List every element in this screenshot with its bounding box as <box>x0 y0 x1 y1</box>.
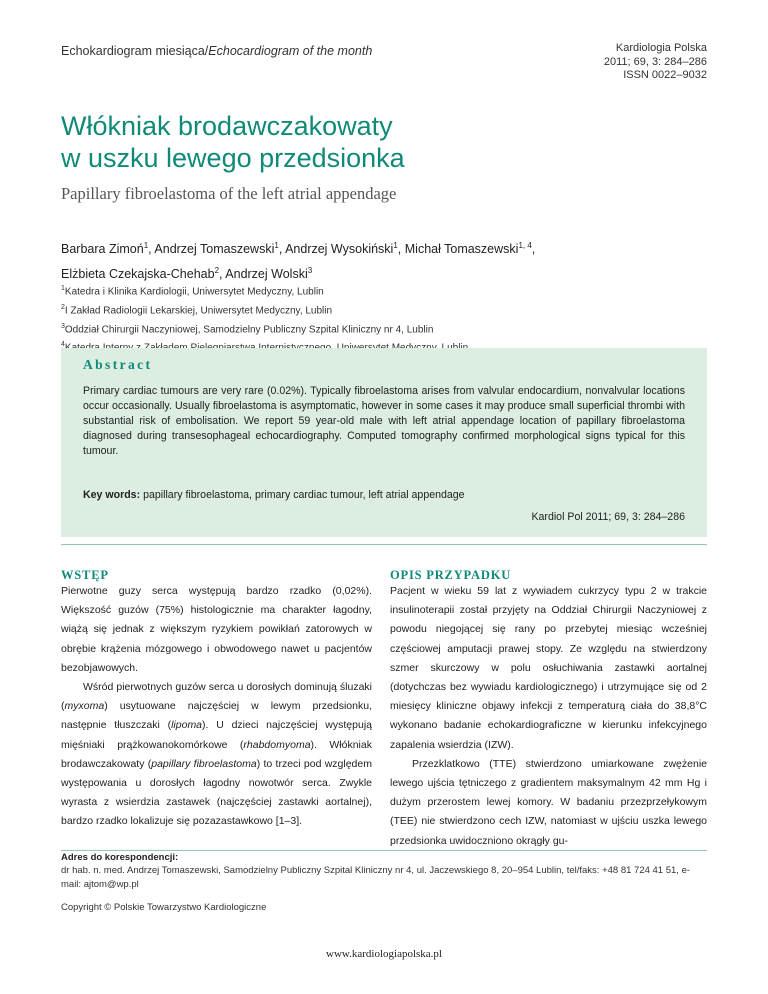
keywords-label: Key words: <box>83 489 141 501</box>
author-affiliation-ref: 1 <box>274 241 279 250</box>
title-line-1: Włókniak brodawczakowaty <box>61 111 393 141</box>
author: Andrzej Wolski <box>225 267 308 282</box>
paragraph <box>61 678 372 832</box>
journal-issn: ISSN 0022–9032 <box>623 69 707 81</box>
author-affiliation-ref: 1 <box>143 241 149 250</box>
article-title <box>61 110 405 174</box>
correspondence-label: Adres do korespondencji: <box>61 852 179 863</box>
text-run: ). Włókniak brodawczakowaty ( <box>61 738 372 770</box>
text-run: Wśród pierwotnych guzów serca u dorosłych dominują śluzaki ( <box>61 681 372 713</box>
journal-info <box>604 42 707 83</box>
author: Andrzej Tomaszewski <box>154 242 275 257</box>
author-separator: , <box>397 242 405 257</box>
divider <box>61 544 707 545</box>
author-separator: , <box>278 242 286 257</box>
affiliation-number: 3 <box>61 322 65 330</box>
left-column-text <box>61 582 372 832</box>
text-run: ) to trzeci pod względem występowania u dorosłych łagodny nowotwór serca. Zwykle wyrasta z wsierdzia zastawek (najczęściej zastawki aortalnej), bardzo rzadko lokalizuje się pozazastawkowo [1–3]. <box>61 757 372 828</box>
keywords-text: papillary fibroelastoma, primary cardiac tumour, left atrial appendage <box>143 489 465 501</box>
affiliation-text: Oddział Chirurgii Naczyniowej, Samodzielny Publiczny Szpital Kliniczny nr 4, Lublin <box>64 323 434 335</box>
text-run: ) usytuowane najczęściej w lewym przedsionku, następnie tłuszczaki ( <box>61 700 372 732</box>
affiliation-text: I Zakład Radiologii Lekarskiej, Uniwersytet Medyczny, Lublin <box>64 305 333 317</box>
author-affiliation-ref: 1, 4 <box>518 241 532 250</box>
affiliation-list <box>61 281 721 356</box>
author-affiliation-ref: 1 <box>393 241 398 250</box>
affiliation-item <box>61 319 721 338</box>
paragraph: Przezklatkowo (TTE) stwierdzono umiarkowane zwężenie lewego ujścia tętniczego z gradientem maksymalnym 42 mm Hg i dużym przerostem lewej komory. W badaniu przezprzełykowym (TEE) nie stwierdzono cech IZW, natomiast w ujściu uszka lewego przedsionka uwidoczniono okrągły gu- <box>390 757 707 847</box>
section-heading-case: OPIS PRZYPADKU <box>390 568 512 582</box>
affiliation-number: 2 <box>61 303 65 311</box>
rubric-polish: Echokardiogram miesiąca/ <box>61 44 209 58</box>
author-list <box>61 235 721 285</box>
author: Andrzej Wysokiński <box>285 242 394 257</box>
author: Barbara Zimoń <box>61 242 144 257</box>
journal-name: Kardiologia Polska <box>615 42 707 54</box>
author-separator: , <box>148 242 155 257</box>
author-separator: , <box>219 267 226 282</box>
affiliation-text: Katedra i Klinika Kardiologii, Uniwersytet Medyczny, Lublin <box>64 286 324 298</box>
abstract-text: Primary cardiac tumours are very rare (0.02%). Typically fibroelastoma arises from valvular endocardium, nonvalvular locations occur occasionally. Usually fibroelastoma is asymptomatic, however in some cases it may produce small superficial thrombi with substantial risk of embolisation. We report 59 year-old male with left atrial appendage location of papillary fibroelastoma diagnosed during transesophageal echocardiography. Computed tomography confirmed morphological signs typical for this tumour. <box>83 385 685 457</box>
abstract-box <box>61 348 707 537</box>
keywords <box>83 489 465 501</box>
website-link[interactable]: www.kardiologiapolska.pl <box>326 948 442 960</box>
citation: Kardiol Pol 2011; 69, 3: 284–286 <box>531 511 685 523</box>
title-line-2: w uszku lewego przedsionka <box>61 143 405 173</box>
author: Elżbieta Czekajska-Chehab <box>61 267 215 282</box>
journal-issue: 2011; 69, 3: 284–286 <box>603 55 707 68</box>
affiliation-number: 4 <box>61 341 65 349</box>
right-column-text <box>390 582 707 851</box>
section-heading-introduction: WSTĘP <box>61 568 109 582</box>
rubric-english: Echocardiogram of the month <box>208 44 373 58</box>
author: Michał Tomaszewski <box>404 242 519 257</box>
author-affiliation-ref: 2 <box>214 266 220 276</box>
affiliation-number: 1 <box>61 285 65 292</box>
correspondence-text: dr hab. n. med. Andrzej Tomaszewski, Samodzielny Publiczny Szpital Kliniczny nr 4, ul. Jaczewskiego 8, 20–954 Lublin, tel/faks: +48 81 724 41 51, e-mail: ajtom@wp.pl <box>61 865 691 890</box>
text-italic: lipoma <box>171 719 203 732</box>
section-rubric <box>61 44 372 58</box>
affiliation-item <box>61 300 721 319</box>
text-italic: rhabdomyoma <box>243 738 311 751</box>
abstract-heading: Abstract <box>83 357 153 372</box>
author-separator: , <box>531 242 536 257</box>
paragraph: Pacjent w wieku 59 lat z wywiadem cukrzycy typu 2 w trakcie insulinoterapii został przyjęty na Oddział Chirurgii Naczyniowej z powodu niegojącej się rany po przebytej miesiąc wcześniej częściowej amputacji prawej stopy. Ze względu na stwierdzony szmer skurczowy w polu osłuchiwania zastawki aortalnej (dotychczas bez wywiadu kardiologicznego) i utrzymujące się od 2 miesięcy kliniczne objawy infekcji z temperaturą ciała do 38,8°C wykonano badanie echokardiograficzne w kierunku infekcyjnego zapalenia wsierdzia (IZW). <box>390 585 707 751</box>
text-run: ). U dzieci najczęściej występują mięśniaki prążkowanokomórkowe ( <box>61 719 372 751</box>
affiliation-item <box>61 281 721 300</box>
text-italic: papillary fibroelastoma <box>151 757 257 770</box>
copyright: Copyright © Polskie Towarzystwo Kardiologiczne <box>61 902 267 913</box>
author-affiliation-ref: 3 <box>307 266 313 276</box>
text-italic: myxoma <box>64 700 105 713</box>
article-subtitle: Papillary fibroelastoma of the left atrial appendage <box>61 184 397 203</box>
paragraph: Pierwotne guzy serca występują bardzo rzadko (0,02%). Większość guzów (75%) histologicznie ma charakter łagodny, wiążą się jednak z większym ryzykiem powikłań zatorowych w obrębie krążenia mózgowego i obwodowego nawet u pacjentów bezobjawowych. <box>61 585 372 674</box>
divider <box>61 850 707 851</box>
